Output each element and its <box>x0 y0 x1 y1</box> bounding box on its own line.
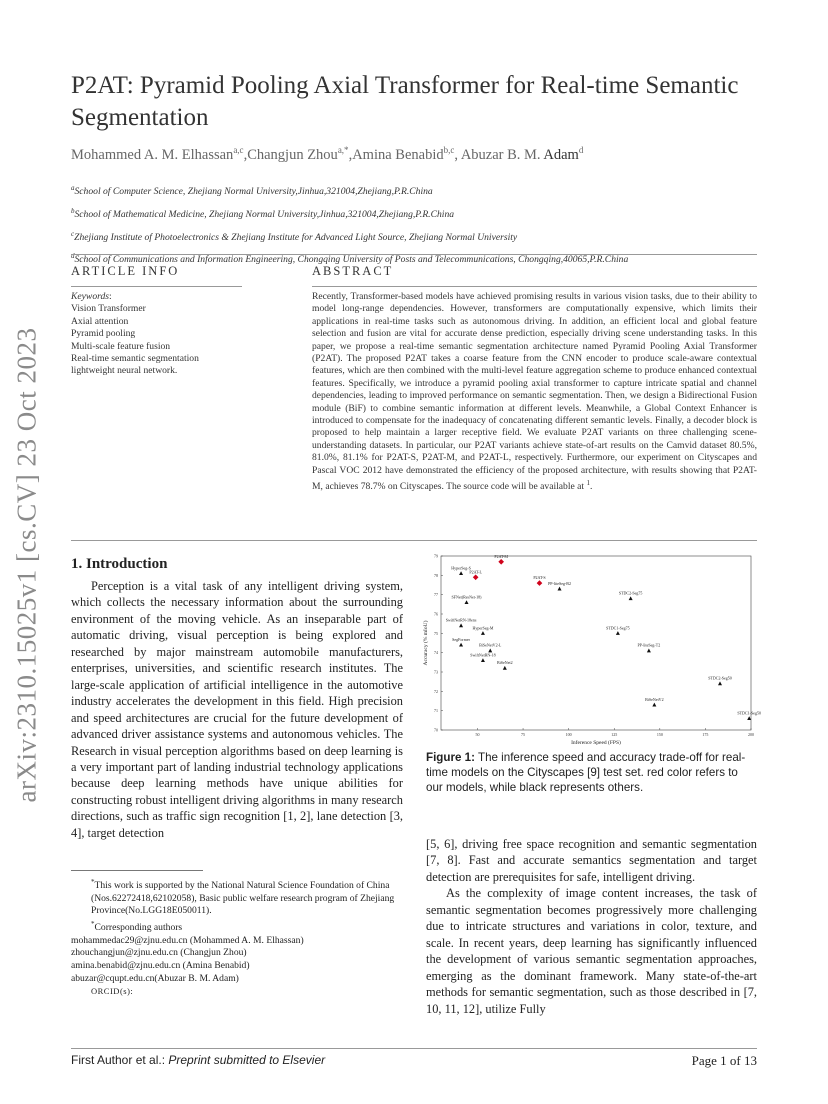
footnotes <box>71 876 403 998</box>
affiliation-b <box>71 202 628 225</box>
data-point <box>616 631 620 635</box>
affiliations <box>71 179 628 270</box>
y-tick-label: 71 <box>434 708 438 714</box>
right-column-body <box>426 836 757 1017</box>
keyword: Vision Transformer <box>71 303 146 315</box>
email[interactable]: amina.benabid@zjnu.edu.cn (Amina Benabid) <box>71 959 250 971</box>
data-label: SwiftNetRN-18 <box>470 652 496 658</box>
abstract-heading: ABSTRACT <box>312 264 394 278</box>
footer-rule <box>71 1048 757 1049</box>
funding-note <box>71 876 403 918</box>
affiliation-text: School of Computer Science, Zhejiang Normal University,Jinhua,321004,Zhejiang,P.R.China <box>74 186 433 198</box>
author-line: Mohammed A. M. Elhassan$^{a,c}$,Changjun Zhou$^{a,*}$,Amina Benabid$^{b,c}$, Abuzar B. M. Adam$^d$ <box>71 145 584 163</box>
affiliation-text: School of Communications and Information Engineering, Chongqing University of Posts and Telecommunications, Chongqing,40065,P.R.China <box>74 254 629 266</box>
arxiv-stamp <box>4 310 49 820</box>
data-point <box>459 571 463 575</box>
data-point <box>465 600 469 604</box>
data-label: BiSeNetV2 <box>645 696 664 702</box>
y-tick-label: 75 <box>434 630 438 636</box>
y-tick-label: 73 <box>434 669 438 675</box>
article-info-heading: ARTICLE INFO <box>71 264 180 278</box>
abstract-body <box>312 291 757 494</box>
y-tick-label: 77 <box>434 592 438 598</box>
data-point <box>459 643 463 647</box>
data-label: SwiftNetRN-18ens <box>445 617 477 623</box>
corresponding-text: Corresponding authors <box>94 922 183 934</box>
data-point <box>629 596 633 600</box>
data-point <box>652 703 656 707</box>
x-tick-label: 75 <box>521 732 526 737</box>
data-label: STDC1-Seg50 <box>737 710 761 716</box>
y-tick-label: 70 <box>434 727 438 733</box>
author-2-sup: a,* <box>337 145 349 155</box>
data-label: HyperSeg-M <box>472 625 494 631</box>
page-number: Page 1 of 13 <box>691 1053 757 1068</box>
data-point <box>481 631 485 635</box>
figure-caption-text: The inference speed and accuracy trade-off for real-time models on the Cityscapes [9] test set. red color refers to our models, while black represents others. <box>426 751 746 794</box>
data-point-ours <box>537 580 543 586</box>
author-2: Changjun Zhou <box>247 146 338 163</box>
affiliation-text: Zhejiang Institute of Photoelectronics & Zhejiang Institute for Advanced Light Source, Zhejiang Normal University <box>74 231 518 243</box>
data-label: PP-liteSeg-B2 <box>548 580 571 586</box>
author-1: Mohammed A. M. Elhassan <box>71 146 234 163</box>
affiliation-c <box>71 225 628 248</box>
footnote-mark: * <box>91 878 95 886</box>
author-1-sup: a,c <box>233 145 244 155</box>
x-tick-label: 100 <box>565 732 572 737</box>
data-label: P2AT-M <box>494 553 508 559</box>
x-ticks <box>475 728 754 737</box>
data-label: P2AT-S <box>533 575 546 581</box>
keyword: Axial attention <box>71 315 129 327</box>
orcid-label: ORCID(s): <box>91 986 134 997</box>
paper-title: P2AT: Pyramid Pooling Axial Transformer for Real-time Semantic Segmentation <box>71 72 739 131</box>
data-label: BiSeNet2 <box>497 660 513 666</box>
keyword: lightweight neural network. <box>71 365 178 377</box>
data-label: SFNet(ResNet-18) <box>451 594 482 600</box>
keywords-block: Keywords: Vision Transformer Axial attention Pyramid pooling Multi-scale feature fusion Real-time semantic segmentation lightweight neural network. <box>71 291 241 378</box>
affiliation-sup: a <box>71 184 75 192</box>
data-label: STDC2-Seg75 <box>618 590 643 596</box>
email[interactable]: mohammedac29@zjnu.edu.cn (Mohammed A. M. Elhassan) <box>71 934 304 946</box>
intro-paragraph: Perception is a vital task of any intelligent driving system, which collects the necessary information about the surrounding environment of the moving vehicle. As an inseparable part of automatic driving, visual perception is being explored and researched by major mainstream automobile manufacturers, enterprises, universities, and scientific research institutes. The large-scale application of artificial intelligence in the automotive industry accelerates the development in this field. High precision and speed architectures are crucial for the future development of advanced driver assistance systems and autonomous vehicles. The Research in visual perception algorithms based on deep learning is a very important part of landing industrial technology applications because deep learning methods have unique abilities for constructing robust intelligent driving algorithms in many research directions, such as traffic sign recognition [1, 2], lane detection [3, 4], target detection <box>71 579 403 840</box>
divider <box>71 286 242 287</box>
figure-caption <box>426 751 757 795</box>
data-points <box>446 554 761 720</box>
data-point <box>718 681 722 685</box>
x-tick-label: 50 <box>475 732 480 737</box>
email[interactable]: abuzar@cqupt.edu.cn(Abuzar B. M. Adam) <box>71 972 239 984</box>
data-point-ours <box>473 574 479 580</box>
data-point <box>558 587 562 591</box>
data-point <box>459 623 463 627</box>
scatter-chart <box>415 550 761 746</box>
data-label: STDC1-Seg75 <box>606 625 630 631</box>
abstract-text: Recently, Transformer-based models have achieved promising results in various vision tasks, due to their ability to model long-range dependencies. However, transformers are computationally expensive, which limits their applications in real-time tasks such as autonomous driving. In addition, an efficient local and global feature selection and fusion are vital for accurate dense prediction, especially driving scene understanding tasks. In this paper, we propose a real-time semantic segmentation architecture named Pyramid Pooling Axial Transformer (P2AT). The proposed P2AT takes a coarse feature from the CNN encoder to produce scale-aware contextual features, which are then combined with the multi-level feature aggregation scheme to produce enhanced contextual features. Specifically, we introduce a pyramid pooling axial transformer to capture intricate spatial and channel dependencies, leading to improved performance on semantic segmentation. Then, we design a Bidirectional Fusion module (BiF) to combine semantic information at different levels. Meanwhile, a Global Context Enhancer is introduced to compensate for the inadequacy of concatenating different semantic levels. Finally, a decoder block is proposed to help maintain a larger receptive field. We evaluate P2AT variants on three challenging scene-understanding datasets. In particular, our P2AT variants achieve state-of-art results on the Camvid dataset 80.5%, 81.0%, 81.1% for P2AT-S, P2AT-M, and P2AT-L, respectively. Furthermore, our experiment on Cityscapes and Pascal VOC 2012 have demonstrated the efficiency of the proposed architecture, with results showing that P2AT-M, achieves 78.7% on Cityscapes. The source code will be available at <box>312 291 757 493</box>
author-3-sup: b,c <box>443 145 455 155</box>
data-point-ours <box>498 559 504 565</box>
figure-label: Figure 1: <box>426 751 475 764</box>
divider <box>312 286 757 287</box>
abstract-end: . <box>590 481 593 493</box>
y-tick-label: 79 <box>434 553 438 559</box>
email[interactable]: zhouchangjun@zjnu.edu.cn (Changjun Zhou) <box>71 947 247 959</box>
x-axis-label: Inference Speed (FPS) <box>571 740 621 746</box>
arxiv-id: arXiv:2310.15025v1 [cs.CV] 23 Oct 2023 <box>11 327 41 803</box>
keyword: Multi-scale feature fusion <box>71 340 171 352</box>
x-tick-label: 150 <box>656 732 663 737</box>
data-point <box>503 666 507 670</box>
affiliation-sup: b <box>71 206 75 215</box>
y-tick-label: 74 <box>434 650 438 656</box>
keywords-label: Keywords <box>71 291 110 302</box>
keyword: Pyramid pooling <box>71 328 136 340</box>
paragraph: As the complexity of image content increases, the task of semantic segmentation becomes progressively more challenging due to intricate structures and variations in color, texture, and scale. In recent years, deep learning has significantly influenced the development of various semantic segmentation approaches, emerging as the dominant framework. Many state-of-the-art methods for semantic segmentation, such as those described in [7, 10, 11, 12], utilize Fully <box>426 886 757 1016</box>
data-point <box>481 658 485 662</box>
data-label: PP-liteSeg-T2 <box>637 642 661 648</box>
affiliation-sup: d <box>71 252 75 261</box>
y-ticks <box>434 554 443 733</box>
footer-left <box>71 1053 325 1067</box>
data-label: HyperSeg-S <box>451 565 471 571</box>
keyword: Real-time semantic segmentation <box>71 353 199 365</box>
data-label: SegFormer <box>452 636 470 642</box>
data-label: P2AT-L <box>469 569 482 575</box>
affiliation-a <box>71 179 628 202</box>
y-tick-label: 72 <box>434 688 438 694</box>
data-point <box>647 649 651 653</box>
footer-author: First Author et al.: <box>71 1053 169 1067</box>
footnote-ref[interactable]: 1 <box>586 479 590 488</box>
author-4-first: Abuzar B. M. <box>460 146 544 163</box>
intro-body <box>71 578 403 841</box>
author-4-last: Adam <box>543 146 579 163</box>
data-label: BiSeNetV2-L <box>479 642 502 648</box>
corresponding-note <box>71 918 403 935</box>
x-tick-label: 125 <box>611 732 618 737</box>
footnote-rule <box>71 870 203 871</box>
y-tick-label: 76 <box>434 611 438 617</box>
section-heading-introduction: 1. Introduction <box>71 556 168 572</box>
funding-text: This work is supported by the National Natural Science Foundation of China (Nos.62272418,62102058), Basic public welfare research program of Zhejiang Province(No.LGG18E050011). <box>91 880 395 917</box>
footer-journal: Preprint submitted to Elsevier <box>168 1053 326 1067</box>
x-tick-label: 200 <box>748 732 754 737</box>
data-label: STDC2-Seg50 <box>708 675 732 681</box>
data-point <box>747 716 751 720</box>
author-4-sup: d <box>578 145 584 155</box>
affiliation-text: School of Mathematical Medicine, Zhejiang Normal University,Jinhua,321004,Zhejiang,P.R.China <box>74 208 455 220</box>
divider <box>71 540 757 541</box>
y-tick-label: 78 <box>434 572 438 578</box>
affiliation-sup: c <box>71 229 75 238</box>
x-tick-label: 175 <box>702 732 709 737</box>
author-3: Amina Benabid <box>352 146 444 163</box>
divider <box>71 254 757 255</box>
footnote-mark: * <box>91 919 95 928</box>
y-axis-label: Accuracy (% mIoU) <box>423 620 429 666</box>
paragraph: [5, 6], driving free space recognition and semantic segmentation [7, 8]. Fast and accurate semantics segmentation and target detection are prerequisites for safe, intelligent driving. <box>426 837 757 884</box>
